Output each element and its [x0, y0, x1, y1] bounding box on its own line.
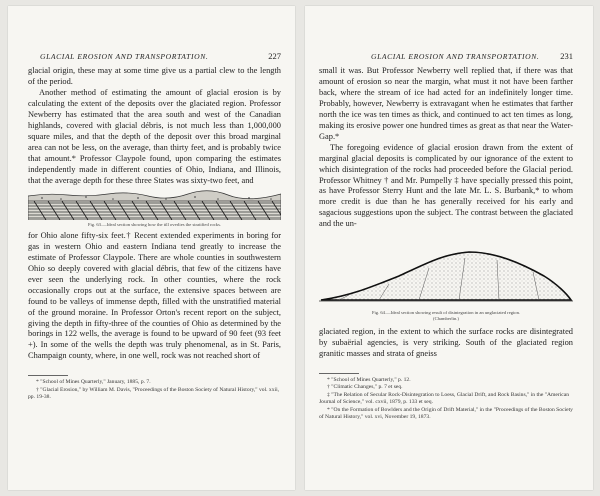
right-page-content — [319, 6, 573, 421]
left-page — [8, 6, 295, 490]
right-footnote-3: ‡ "The Relation of Secular Rock-Disintegration to Loess, Glacial Drift, and Rock Basins," in the "American Journal of Science," vol. cxvii, 1879, p. 133 et seq. — [319, 391, 570, 406]
right-page-number: 231 — [560, 51, 573, 61]
footnote-divider — [319, 373, 359, 374]
figure-63-caption: Fig. 63.—Ideal section showing how the till overlies the stratified rocks. — [87, 222, 222, 228]
right-footnotes — [319, 366, 573, 421]
figure-64 — [319, 238, 573, 321]
right-header-title: GLACIAL EROSION AND TRANSPORTATION. — [371, 52, 540, 61]
figure-64-caption-line-2: (Chamberlin.) — [433, 315, 459, 321]
right-paragraph-2: The foregoing evidence of glacial erosion drawn from the extent of marginal glacial deposits is complicated by our ignorance of the extent to which disintegration of the rocks had proceeded before the Glacial period. Professor Whitney † and Mr. Pumpelly ‡ have specially pressed this point, as have Professor Sterry Hunt and the late Mr. L. S. Burbank,* to whom more credit is due than he has generally received for his early and sagacious suggestions upon the subject. The contrast between the glaciated and the un- — [319, 142, 573, 229]
right-paragraph-3: glaciated region, in the extent to which the surface rocks are disintegrated by subaërial agencies, is very striking. South of the glaciated region granitic masses and strata of gneiss — [319, 327, 573, 359]
left-footnote-2: † "Glacial Erosion," by William M. Davis, "Proceedings of the Boston Society of Natural History," vol. xxii, pp. 19-38. — [28, 386, 280, 401]
left-paragraph-3: for Ohio alone fifty-six feet.† Recent extended experiments in boring for gas in western Ohio and eastern Indiana tend greatly to increase the estimate of Professor Claypole. There are whole counties in southwestern Ohio so deeply covered with glacial débris, that few of the citizens have ever seen the underlying rock. In other counties, where the rock occasionally crops out at the surface, the extensive spaces between are found to be valleys of immense depth, filled with the unstratified material of the ground moraine. In Professor Orton's recent report on the subject, giving the depth in fifty-three of the counties of Ohio as determined by the borings in 122 wells, the average is found to be upward of 90 feet (93 feet +). In some of the wells the depth was truly phenomenal, as in St. Paris, Champaign county, where, in one well, rock was not reached short of — [28, 230, 281, 361]
right-footnote-1: * "School of Mines Quarterly," p. 12. — [327, 376, 411, 383]
left-page-number: 227 — [268, 51, 281, 61]
disintegration-section-illustration — [319, 238, 573, 308]
figure-64-caption — [319, 310, 573, 321]
left-footnotes — [28, 368, 281, 401]
left-paragraph-2: Another method of estimating the amount of glacial erosion is by calculating the extent of the deposits over the glaciated region. Professor Newberry has estimated that the area south and west of the Canadian highlands, covered with glacial débris, is not much less than 1,000,000 square miles, and that the depth of the deposit over this broad marginal area can not be less, on the average, than thirty feet, and is probably twice that amount.* Professor Claypole found, upon comparing the estimates independently made in different counties of Ohio, Indiana, and Illinois, that the average depth for these three States was sixty-two feet, and — [28, 87, 281, 185]
right-paragraph-1: small it was. But Professor Newberry well replied that, if there was that amount of erosion so near the margin, what must it not have been farther back, where the stream of ice had acted for an indefinitely longer time. Probably, however, Newberry is extravagant when he estimates that farther north the ice was ten times as thick, and continued to act ten times as long, making its erosive power one hundred times as great as that near the Water-Gap.* — [319, 66, 573, 141]
left-paragraph-1: glacial origin, these may at some time give us a partial clew to the length of the period. — [28, 66, 281, 86]
right-page — [305, 6, 593, 490]
right-footnote-2: † "Climatic Changes," p. 7 et seq. — [327, 384, 403, 391]
figure-63 — [28, 190, 281, 227]
right-running-header — [319, 52, 573, 66]
footnote-divider — [28, 375, 68, 376]
figure-64-caption-line-1: Fig. 64.—Ideal section showing result of disintegration in an unglaciated region. — [371, 310, 521, 316]
left-running-header — [28, 52, 281, 66]
right-footnote-4: * "On the Formation of Bowlders and the Origin of Drift Material," in the "Proceedings of the Boston Society of Natural History," vol. xvi, November 19, 1873. — [319, 406, 573, 420]
left-footnote-1: * "School of Mines Quarterly," January, 1885, p. 7. — [36, 379, 151, 386]
till-section-illustration — [28, 190, 281, 220]
left-page-content — [28, 6, 281, 402]
left-header-title: GLACIAL EROSION AND TRANSPORTATION. — [40, 52, 209, 61]
